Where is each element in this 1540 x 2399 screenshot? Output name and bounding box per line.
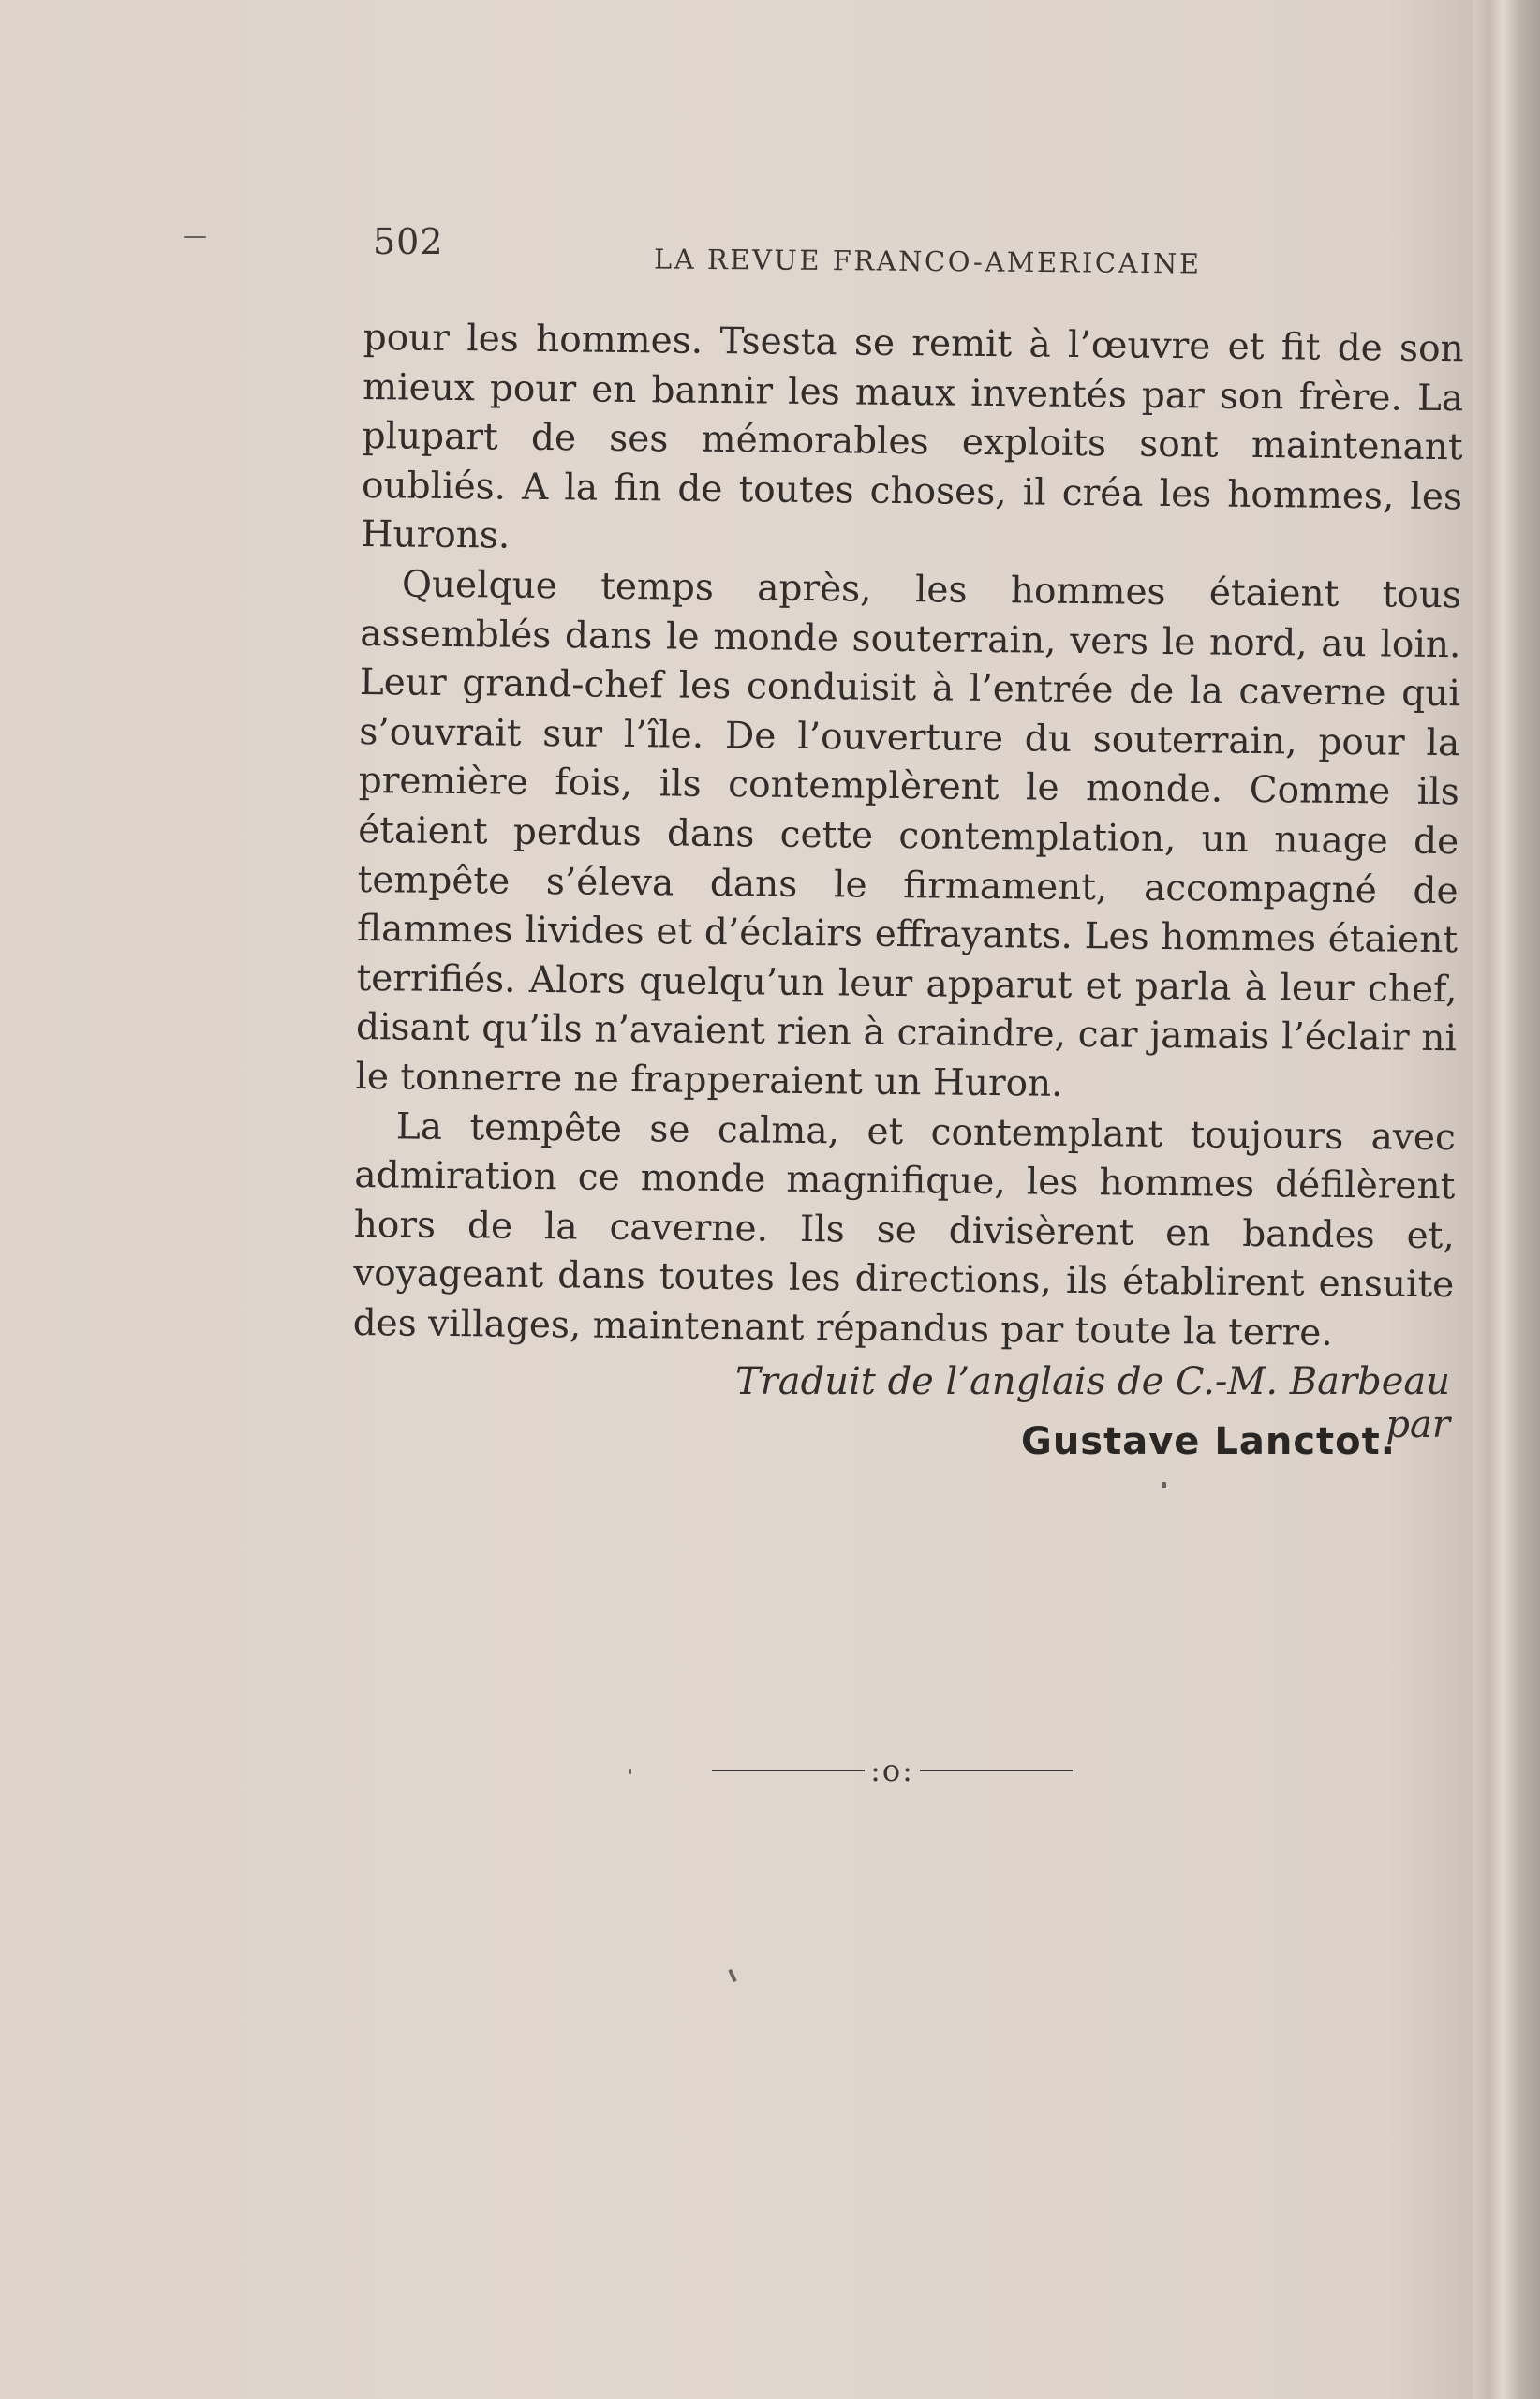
translation-attribution: Traduit de l’anglais de C.-M. Barbeau par: [734, 1360, 1450, 1446]
divider-mark: :o:: [870, 1753, 914, 1788]
paper-speck: [1162, 1482, 1166, 1488]
article-body: [352, 314, 1464, 1360]
paper-speck: [184, 236, 206, 238]
section-divider: [712, 1752, 1073, 1789]
page-gutter: [1473, 0, 1540, 2399]
divider-rule-left: [712, 1770, 865, 1771]
running-title: LA REVUE FRANCO-AMERICAINE: [653, 243, 1202, 280]
paragraph-1: pour les hommes. Tsesta se remit à l’œuvre et fit de son mieux pour en bannir les maux inventés par son frère. La plupart de ses mémorables exploits sont maintenant oubliés. A la fin de toutes choses, il créa les hommes, les Hurons.: [361, 316, 1464, 558]
paper-speck: [728, 1969, 737, 1982]
paragraph-3: La tempête se calma, et contemplant toujours avec admiration ce monde magnifique, les hommes défilèrent hors de la caverne. Ils se divisèrent en bandes et, voyageant dans toutes les directions, ils établirent ensuite des villages, maintenant répandus par toute la terre.: [352, 1104, 1457, 1355]
divider-rule-right: [920, 1770, 1073, 1771]
paragraph-2: Quelque temps après, les hommes étaient tous assemblés dans le monde souterrain, vers le nord, au loin. Leur grand-chef les conduisit à l’entrée de la caverne qui s’ouvrait sur l’île. De l’ouverture du souterrain, pour la première fois, ils contemplèrent le monde. Comme ils étaient perdus dans cette contemplation, un nuage de tempête s’éleva dans le firmament, accompagné de flammes livides et d’éclairs effrayants. Les hommes étaient terrifiés. Alors quelqu’un leur apparut et parla à leur chef, disant qu’ils n’avaient rien à craindre, car jamais l’éclair ni le tonnerre ne frapperaient un Huron.: [355, 563, 1462, 1105]
page-number: 502: [373, 221, 444, 262]
translator-name: Gustave Lanctot.: [1021, 1420, 1396, 1463]
paper-speck: [629, 1769, 631, 1774]
